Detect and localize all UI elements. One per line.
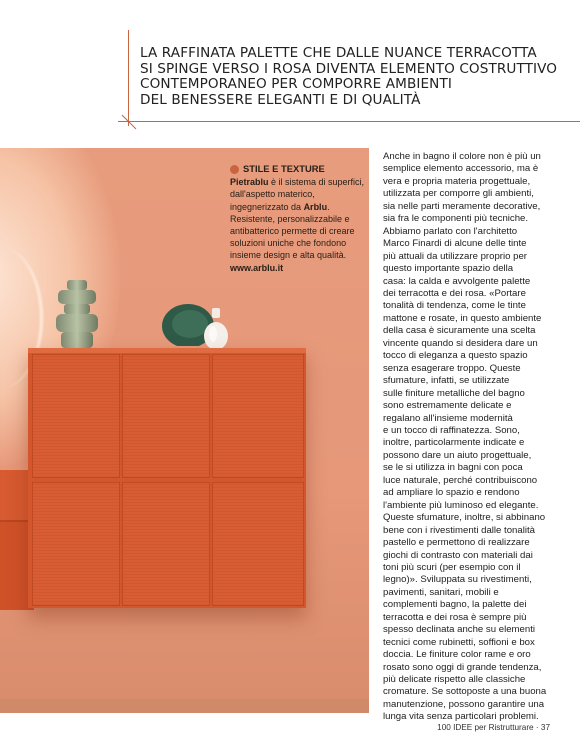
glass-vase — [52, 278, 102, 350]
article-line: semplice elemento accessorio, ma è — [383, 163, 539, 175]
cabinet-door — [212, 354, 304, 478]
cabinet-top — [28, 348, 306, 353]
article-line: ad ampliare lo spazio e rendono — [383, 487, 520, 499]
info-text: è il sistema di superfici, dall'aspetto materico, ingegnerizzato da — [230, 177, 365, 212]
info-brand: Pietrablu — [230, 177, 269, 188]
info-heading-text: STILE E TEXTURE — [243, 163, 325, 174]
headline-line: DEL BENESSERE ELEGANTI E DI QUALITÀ — [140, 91, 421, 108]
article-line: bene con i rivestimenti dalle tonalità — [383, 524, 535, 536]
article-line: tocco di eleganza a questo spazio — [383, 350, 528, 362]
info-heading — [230, 163, 365, 175]
article-line: utilizzata per comporre gli ambienti, — [383, 188, 534, 200]
terracotta-cabinet — [28, 348, 306, 608]
article-line: casa: la calda e avvolgente palette — [383, 275, 531, 287]
cabinet-door — [122, 354, 210, 478]
article-line: vincente quando si desidera dare un — [383, 337, 538, 349]
headline-line: SI SPINGE VERSO I ROSA DIVENTA ELEMENTO COSTRUTTIVO — [140, 60, 558, 77]
article-line: vera e propria materia progettuale, — [383, 175, 531, 187]
article-line: più delicate rispetto alle classiche — [383, 674, 526, 686]
article-line: questo importante spazio della — [383, 263, 514, 275]
article-line: terracotta e dei rosa è sempre più — [383, 611, 527, 623]
info-body — [230, 176, 365, 261]
article-line: spesso declinata anche su elementi — [383, 624, 535, 636]
article-line: luce naturale, perché contribuiscono — [383, 474, 538, 486]
article-line: rosato sono oggi di grande tendenza, — [383, 661, 542, 673]
article-line: manutenzione, possono garantire una — [383, 698, 545, 710]
article-line: possono dare un aiuto progettuale, — [383, 449, 532, 461]
page-footer: 100 IDEE per Ristrutturare · 37 — [437, 723, 550, 732]
article-line: Marco Finardi di alcune delle tinte — [383, 238, 527, 250]
headline-rule-horizontal — [118, 121, 580, 122]
info-url[interactable]: www.arblu.it — [230, 262, 284, 273]
article-line: se le si utilizza in bagni con poca — [383, 462, 523, 474]
info-text: . Resistente, personalizzabile e antibatterico permette di creare soluzioni uniche che fondono insieme design e alta qualità. — [230, 201, 355, 261]
article-line: doccia. Le finiture color rame e oro — [383, 649, 531, 661]
info-box — [230, 163, 365, 274]
bullet-dot-icon — [230, 165, 239, 174]
article-line: sia nelle parti meramente decorative, — [383, 200, 541, 212]
cabinet-door — [32, 354, 120, 478]
corner-mark-icon — [118, 111, 140, 133]
article-line: tecnici come rubinetti, soffioni e box — [383, 636, 535, 648]
article-line: legno)». Sviluppata su rivestimenti, — [383, 574, 532, 586]
headline-line: CONTEMPORANEO PER COMPORRE AMBIENTI — [140, 76, 452, 92]
article-line: Abbiamo parlato con l'architetto — [383, 225, 518, 237]
cabinet-door — [122, 482, 210, 606]
article-line: Anche in bagno il colore non è più un — [383, 151, 541, 162]
article-line: e un tocco di raffinatezza. Sono, — [383, 424, 520, 436]
article-line: pavimenti, sanitari, mobili e — [383, 586, 499, 598]
article-line: sulle finiture metalliche del bagno — [383, 387, 525, 399]
info-company: Arblu — [303, 201, 328, 212]
article-line: dei terracotta e dei rosa. «Portare — [383, 287, 526, 299]
article-line: pastello e permettono di realizzare — [383, 537, 530, 549]
article-line: regalano all'insieme modernità — [383, 412, 513, 424]
article-line: sfumature, infatti, se utilizzate — [383, 375, 510, 387]
article-line: Queste sfumature, inoltre, si abbinano — [383, 512, 546, 524]
article-line: giochi di contrasto con materiali dai — [383, 549, 533, 561]
white-bottle — [203, 308, 229, 350]
article-line: sia fra le componenti più tecniche. — [383, 213, 529, 225]
article-line: toni più scuri (per esempio con il — [383, 561, 521, 573]
headline-line: LA RAFFINATA PALETTE CHE DALLE NUANCE TERRACOTTA — [140, 45, 537, 61]
article-line: della casa è sicuramente una scelta — [383, 325, 536, 337]
article-line: l'ambiente più luminoso ed elegante. — [383, 499, 539, 511]
article-line: senza esagerare troppo. Queste — [383, 362, 521, 374]
article-line: complementi bagno, la palette dei — [383, 599, 527, 611]
article-line: inoltre, particolarmente indicate e — [383, 437, 525, 449]
article-line: sono estremamente delicate e — [383, 400, 512, 412]
cabinet-door — [212, 482, 304, 606]
article-line: lunga vita senza particolari problemi. — [383, 711, 539, 723]
cabinet-door — [32, 482, 120, 606]
article-line: cromature. Se sottoposte a una buona — [383, 686, 547, 698]
article-line: tonalità di tendenza, come le tinte — [383, 300, 526, 312]
article-column — [383, 151, 573, 724]
headline — [140, 46, 570, 108]
article-line: mattone e rosate, in questo ambiente — [383, 312, 542, 324]
floor — [0, 699, 369, 713]
article-line: più attuali da utilizzare proprio per — [383, 250, 527, 262]
